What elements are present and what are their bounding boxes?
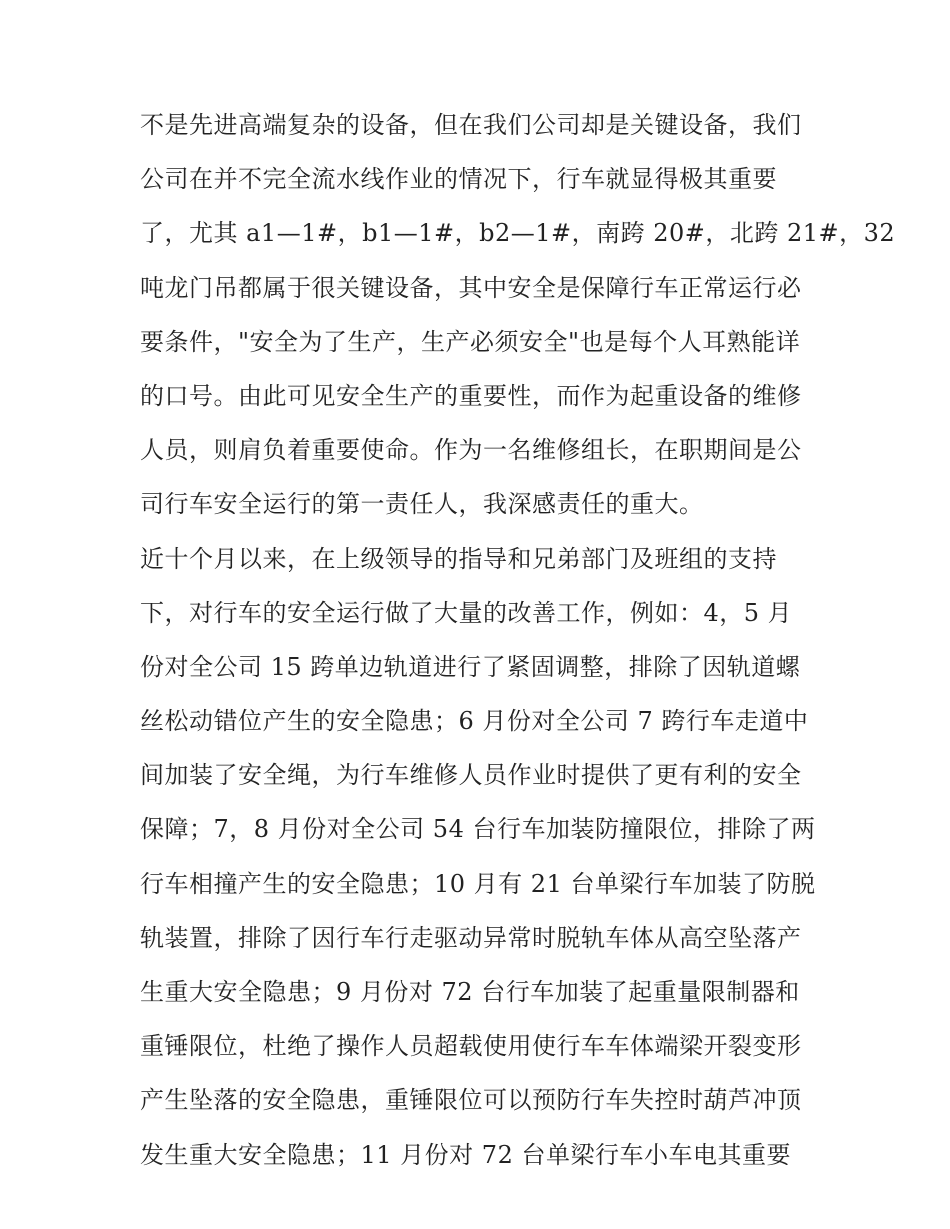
text-line: 行车相撞产生的安全隐患；10 月有 21 台单梁行车加装了防脱 (140, 869, 816, 898)
text-line: 发生重大安全隐患；11 月份对 72 台单梁行车小车电其重要 (140, 1140, 791, 1169)
text-line: 人员，则肩负着重要使命。作为一名维修组长，在职期间是公 (140, 436, 802, 465)
text-line: 公司在并不完全流水线作业的情况下，行车就显得极其重要 (140, 165, 777, 194)
text-line: 司行车安全运行的第一责任人，我深感责任的重大。 (140, 490, 704, 519)
document-body (140, 98, 896, 1182)
paragraph-2 (140, 532, 830, 1182)
text-line: 份对全公司 15 跨单边轨道进行了紧固调整，排除了因轨道螺 (140, 652, 801, 681)
text-line: 保障；7，8 月份对全公司 54 台行车加装防撞限位，排除了两 (140, 815, 816, 844)
text-line: 产生坠落的安全隐患，重锤限位可以预防行车失控时葫芦冲顶 (140, 1086, 802, 1115)
text-line: 丝松动错位产生的安全隐患；6 月份对全公司 7 跨行车走道中 (140, 707, 809, 736)
text-line: 不是先进高端复杂的设备，但在我们公司却是关键设备，我们 (140, 111, 802, 139)
text-line: 要条件，"安全为了生产，生产必须安全"也是每个人耳熟能详 (140, 327, 801, 356)
paragraph-1 (140, 98, 896, 532)
text-line: 了，尤其 a1—1#，b1—1#，b2—1#，南跨 20#，北跨 21#，32 (140, 219, 896, 248)
text-line: 重锤限位，杜绝了操作人员超载使用使行车车体端梁开裂变形 (140, 1032, 802, 1061)
text-line: 吨龙门吊都属于很关键设备，其中安全是保障行车正常运行必 (140, 273, 802, 302)
text-line: 间加装了安全绳，为行车维修人员作业时提供了更有利的安全 (140, 761, 802, 790)
text-line: 下，对行车的安全运行做了大量的改善工作，例如：4，5 月 (140, 598, 793, 627)
text-line: 的口号。由此可见安全生产的重要性，而作为起重设备的维修 (140, 381, 802, 410)
text-line: 近十个月以来，在上级领导的指导和兄弟部门及班组的支持 (140, 544, 777, 573)
text-line: 生重大安全隐患；9 月份对 72 台行车加装了起重量限制器和 (140, 978, 800, 1006)
text-line: 轨装置，排除了因行车行走驱动异常时脱轨车体从高空坠落产 (140, 923, 802, 952)
